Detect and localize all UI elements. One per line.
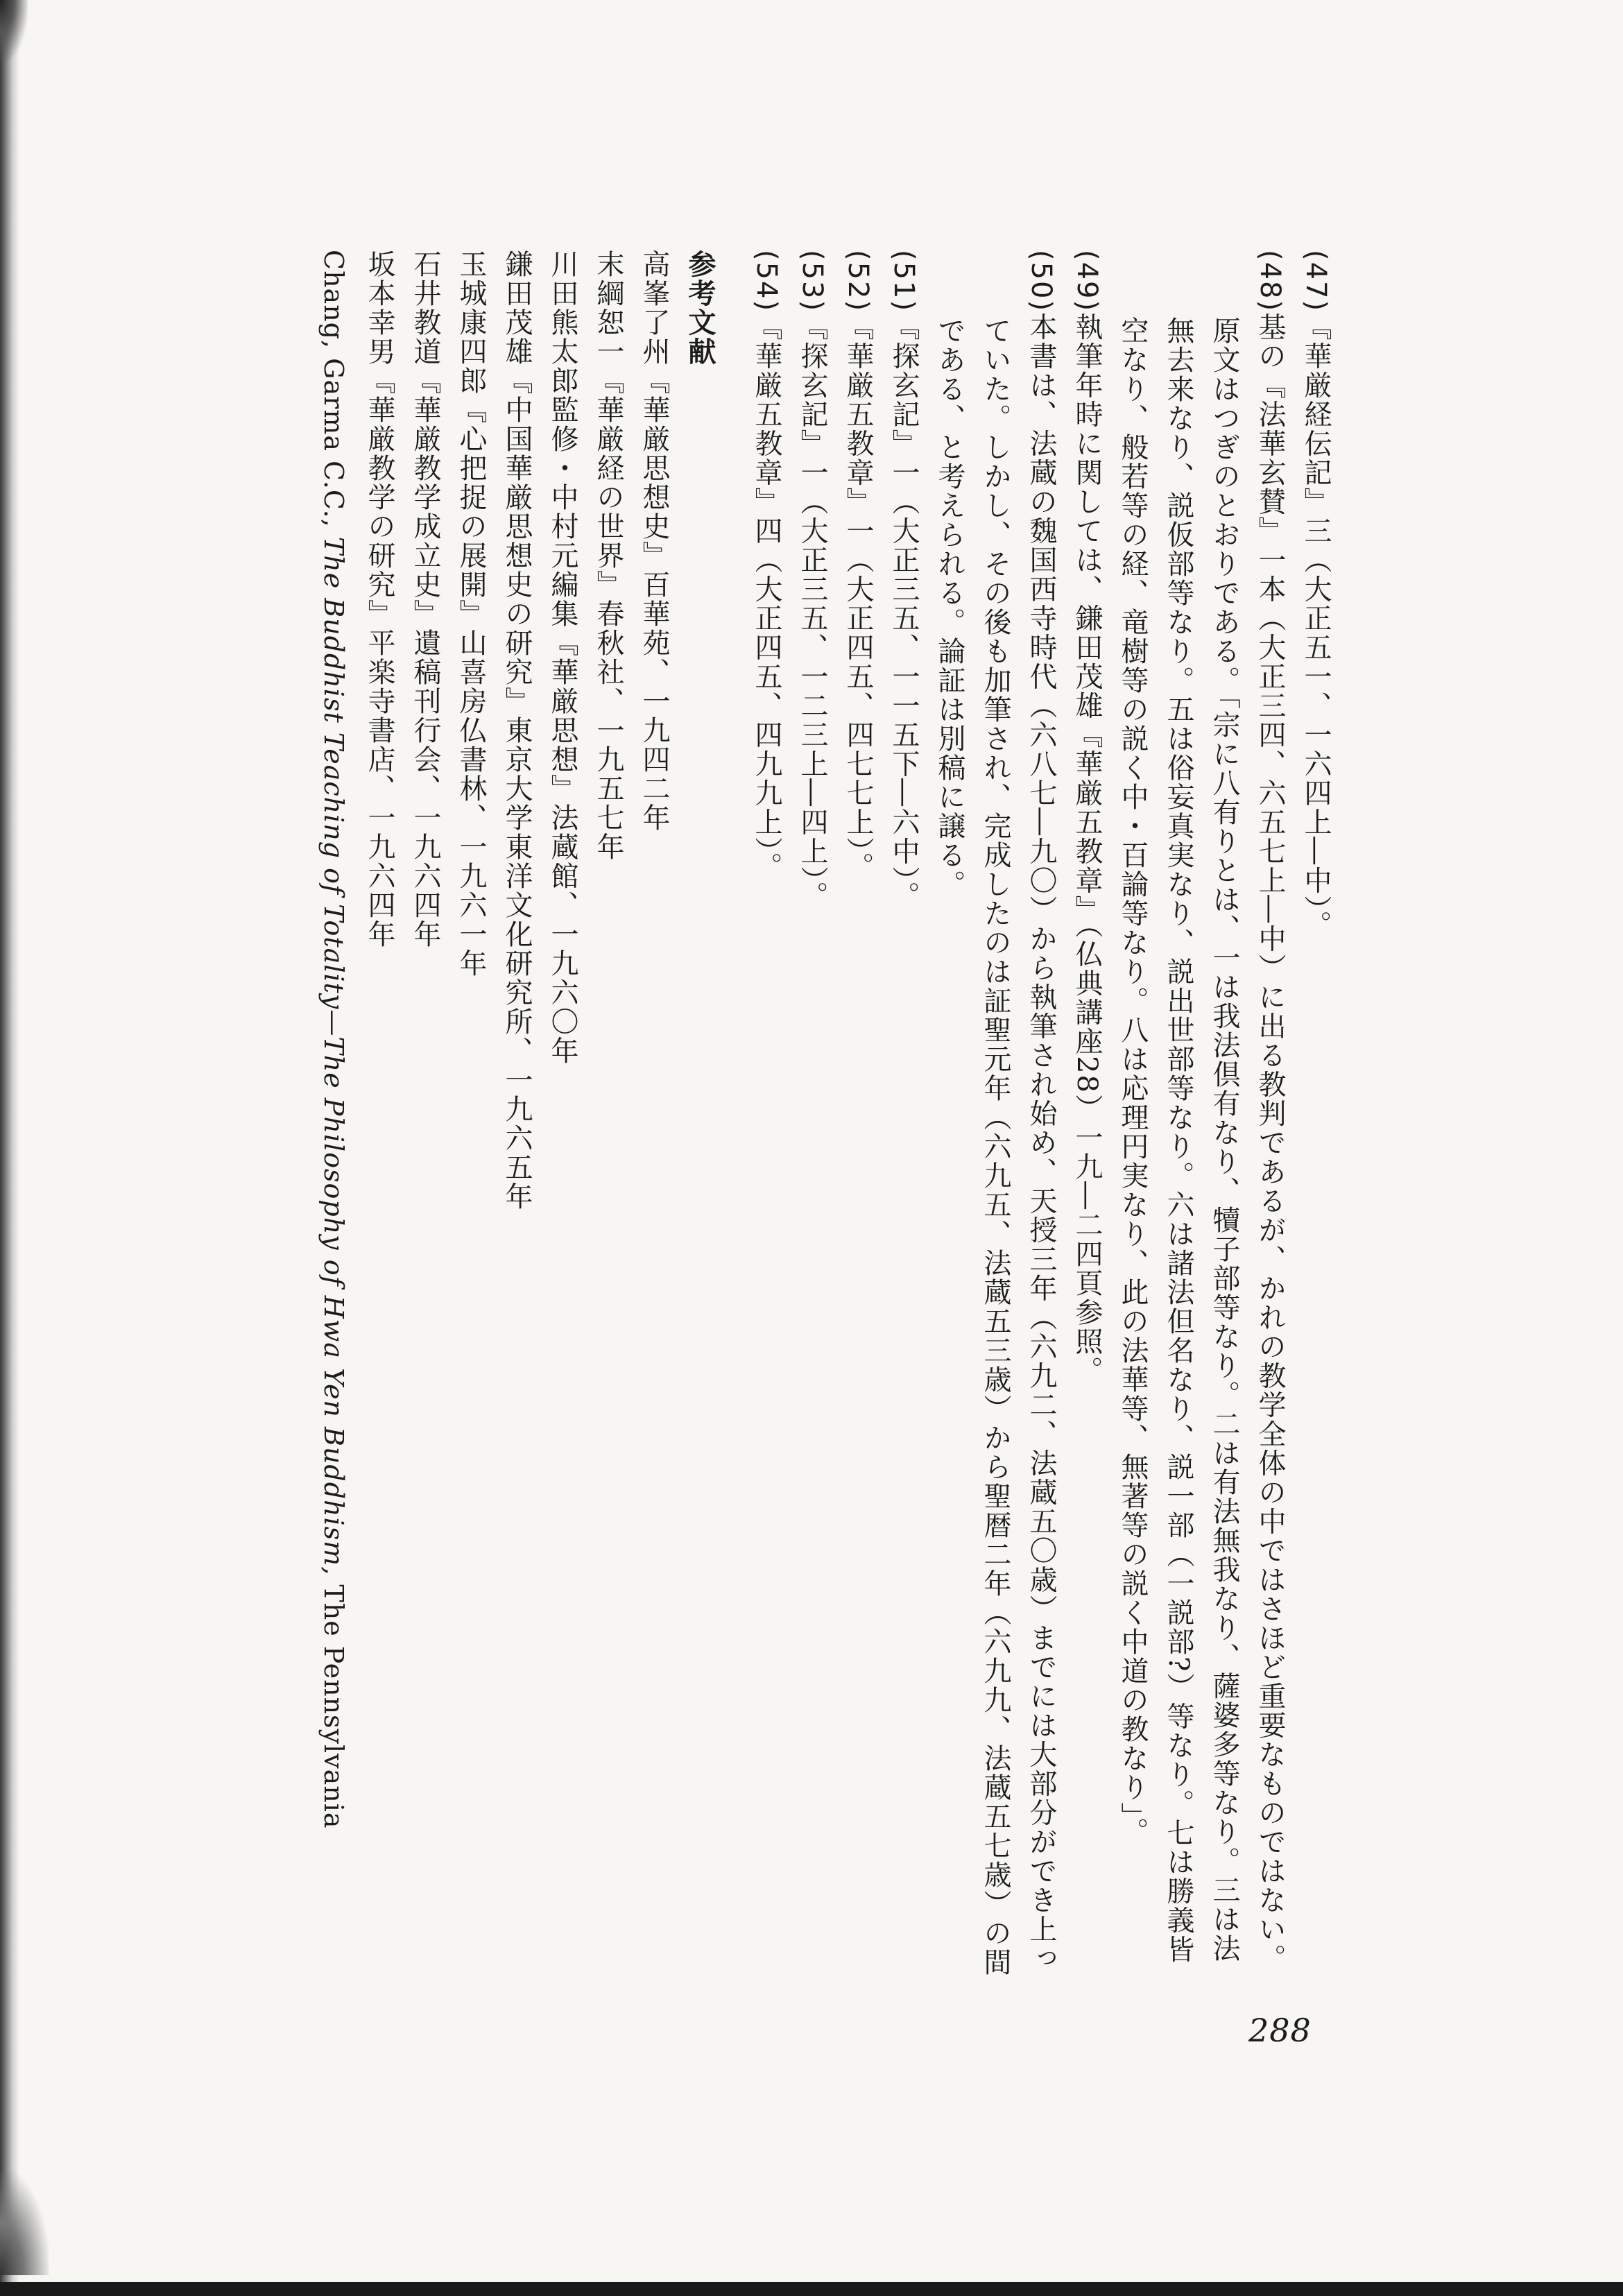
- scan-smudge-top-left: [0, 0, 28, 62]
- reference-item: 玉城康四郎『心把捉の展開』山喜房仏書林、一九六一年: [455, 250, 487, 978]
- note-54: [744, 250, 789, 1984]
- note-number: (50): [1025, 250, 1057, 313]
- note-48: [1110, 250, 1293, 1984]
- note-number: (54): [750, 250, 782, 313]
- note-number: (47): [1300, 250, 1332, 313]
- reference-latin-title: The Buddhist Teaching of Totality—The Philosophy of Hwa Yen Buddhism,: [318, 536, 349, 1576]
- note-text: 『華厳五教章』一（大正四五、四七七上）。: [842, 312, 874, 882]
- reference-item: 石井教道『華厳教学成立史』遺稿刊行会、一九六四年: [409, 250, 441, 949]
- reference-latin-author: Chang, Garma C.C.,: [318, 250, 349, 528]
- note-50: [927, 250, 1064, 1984]
- note-text: 『探玄記』一（大正三五、一二三上―四上）。: [796, 312, 828, 911]
- page-number: 288: [1248, 2012, 1312, 2049]
- note-number: (53): [796, 250, 828, 313]
- references-heading: 参考文献: [684, 250, 716, 366]
- reference-latin-publisher: The Pennsylvania: [318, 1584, 349, 1829]
- faint-show-through: [929, 2008, 1179, 2039]
- reference-item: 末綱恕一『華厳経の世界』春秋社、一九五七年: [592, 250, 624, 862]
- scan-smudge-bottom-left: [0, 2171, 49, 2275]
- note-number: (49): [1071, 250, 1103, 313]
- reference-item: 高峯了州『華厳思想史』百華苑、一九四二年: [638, 250, 670, 832]
- note-53: [789, 250, 835, 1984]
- note-number: (51): [888, 250, 920, 313]
- note-text: 基の『法華玄賛』一本（大正三四、六五七上―中）に出る教判であるが、かれの教学全体の中ではさほど重要なものではない。原文はつぎのとおりである。「宗に八有りとは、一は我法倶有なり、犢子部等なり。二は有法無我なり、薩婆多等なり。三は法無去来なり、説仮部等なり。五は俗妄真実なり、説出世部等なり。六は諸法但名なり、説一部（一説部?）等なり。七は勝義皆空なり、般若等の経、竜樹等の説く中・百論等なり。八は応理円実なり、此の法華等、無著等の説く中道の教なり」。: [1117, 312, 1286, 1973]
- reference-item: 川田熊太郎監修・中村元編集『華厳思想』法蔵館、一九六〇年: [547, 250, 578, 1065]
- note-47: [1293, 250, 1339, 1984]
- vertical-text-block: [229, 250, 1339, 1984]
- note-number: (52): [842, 250, 874, 313]
- note-text: 執筆年時に関しては、鎌田茂雄『華厳五教章』（仏典講座28）一九―二四頁参照。: [1071, 312, 1103, 1386]
- note-text: 『華厳経伝記』三（大正五一、一六四上―中）。: [1300, 312, 1332, 940]
- note-text: 本書は、法蔵の魏国西寺時代（六八七―九〇）から執筆され始め、天授三年（六九二、法蔵五〇歳）までには大部分ができ上っていた。しかし、その後も加筆され、完成したのは証聖元年（六九五、法蔵五三歳）から聖暦二年（六九九、法蔵五七歳）の間である、と考えられる。論証は別稿に譲る。: [934, 312, 1057, 1977]
- reference-item: 坂本幸男『華厳教学の研究』平楽寺書店、一九六四年: [363, 250, 395, 949]
- note-text: 『探玄記』一（大正三五、一一五下―六中）。: [888, 312, 920, 911]
- note-number: (48): [1254, 250, 1286, 313]
- note-51: [881, 250, 927, 1984]
- reference-item: 鎌田茂雄『中国華厳思想史の研究』東京大学東洋文化研究所、一九六五年: [501, 250, 533, 1211]
- note-text: 『華厳五教章』四（大正四五、四九九上）。: [750, 312, 782, 882]
- note-52: [835, 250, 881, 1984]
- scan-left-edge: [0, 0, 19, 2296]
- scan-bottom-border: [0, 2282, 1623, 2296]
- note-49: [1064, 250, 1110, 1984]
- reference-latin: [311, 250, 357, 1984]
